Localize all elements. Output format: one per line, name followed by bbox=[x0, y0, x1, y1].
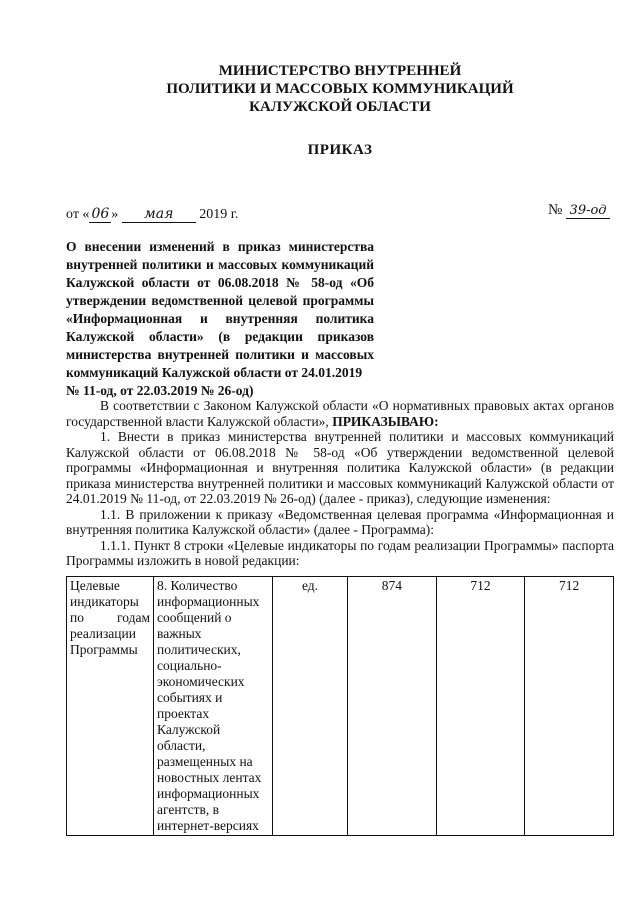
cell-line: важных bbox=[157, 626, 202, 641]
subject-line: коммуникаций Калужской области от 24.01.2019 bbox=[66, 365, 363, 380]
cell-line: сообщений о bbox=[157, 610, 232, 625]
date-month: мая bbox=[122, 206, 196, 223]
number-value: 39-од bbox=[566, 203, 610, 219]
value-cell-1: 874 bbox=[348, 577, 437, 836]
paragraph-1-1: 1.1. В приложении к приказу «Ведомственная целевая программа «Информационная и внутренняя политика Калужской области» (далее - Программа): bbox=[66, 506, 614, 537]
cell-line: информационных bbox=[157, 786, 260, 801]
cell-line: экономических bbox=[157, 674, 245, 689]
order-number bbox=[548, 202, 610, 219]
value-cell-2: 712 bbox=[436, 577, 525, 836]
cell-line: агентств, в bbox=[157, 802, 220, 817]
intro-text: В соответствии с Законом Калужской области «О нормативных правовых актах органов государственной власти Калужской области», bbox=[66, 398, 614, 429]
cell-line: по годам bbox=[70, 610, 150, 625]
cell-line: размещенных на bbox=[157, 754, 253, 769]
cell-line: области, bbox=[157, 738, 206, 753]
indicator-description-cell bbox=[154, 577, 273, 836]
ministry-header bbox=[120, 62, 560, 116]
cell-line: социально- bbox=[157, 658, 222, 673]
cell-line: проектах bbox=[157, 706, 210, 721]
number-sign: № bbox=[548, 202, 563, 218]
unit-cell: ед. bbox=[273, 577, 348, 836]
date-mid: » bbox=[111, 207, 119, 222]
subject-line: внутренней политики и массовых коммуникаций bbox=[66, 257, 374, 272]
ministry-line-3: КАЛУЖСКОЙ ОБЛАСТИ bbox=[249, 99, 431, 115]
table-row bbox=[67, 577, 614, 836]
cell-line: реализации bbox=[70, 626, 136, 641]
order-body bbox=[66, 398, 614, 569]
date-prefix: от « bbox=[66, 207, 90, 222]
cell-line: Калужской bbox=[157, 722, 221, 737]
cell-line: 8. Количество bbox=[157, 578, 238, 593]
value-cell-3: 712 bbox=[525, 577, 614, 836]
indicators-table bbox=[66, 576, 614, 836]
paragraph-1: 1. Внести в приказ министерства внутренней политики и массовых коммуникаций Калужской области от 06.08.2018 № 58-од «Об утверждении ведомственной целевой программы «Информационная и внутренняя политика Калужской области» (в редакции приказа министерства внутренней политики и массовых коммуникаций Калужской области от 24.01.2019 № 11-од, от 22.03.2019 № 26-од) (далее - приказ), следующие изменения: bbox=[66, 429, 614, 506]
order-date bbox=[66, 206, 238, 223]
cell-line: интернет-версиях bbox=[157, 818, 259, 833]
subject-line: Калужской области» (в редакции приказов bbox=[66, 329, 374, 344]
cell-line: новостных лентах bbox=[157, 770, 262, 785]
cell-line: индикаторы bbox=[70, 594, 139, 609]
cell-line: информационных bbox=[157, 594, 260, 609]
order-verb: ПРИКАЗЫВАЮ: bbox=[332, 413, 439, 429]
order-subject bbox=[66, 238, 374, 400]
date-year: 2019 г. bbox=[199, 207, 239, 222]
intro-paragraph bbox=[66, 398, 614, 429]
ministry-line-2: ПОЛИТИКИ И МАССОВЫХ КОММУНИКАЦИЙ bbox=[166, 81, 514, 97]
cell-line: Программы bbox=[70, 642, 138, 657]
date-day: 06 bbox=[91, 206, 110, 222]
subject-line: № 11-од, от 22.03.2019 № 26-од) bbox=[66, 383, 254, 398]
subject-line: утверждении ведомственной целевой программы bbox=[66, 293, 374, 308]
indicator-header-cell bbox=[67, 577, 154, 836]
cell-line: событиях и bbox=[157, 690, 223, 705]
paragraph-1-1-1: 1.1.1. Пункт 8 строки «Целевые индикаторы по годам реализации Программы» паспорта Программы изложить в новой редакции: bbox=[66, 537, 614, 568]
subject-line: О внесении изменений в приказ министерства bbox=[66, 239, 374, 254]
subject-line: министерства внутренней политики и массовых bbox=[66, 347, 374, 362]
cell-line: политических, bbox=[157, 642, 241, 657]
cell-line: Целевые bbox=[70, 578, 120, 593]
document-type: ПРИКАЗ bbox=[307, 142, 373, 158]
subject-line: «Информационная и внутренняя политика bbox=[66, 311, 374, 326]
subject-line: Калужской области от 06.08.2018 № 58-од «Об bbox=[66, 275, 374, 290]
ministry-line-1: МИНИСТЕРСТВО ВНУТРЕННЕЙ bbox=[218, 63, 462, 79]
